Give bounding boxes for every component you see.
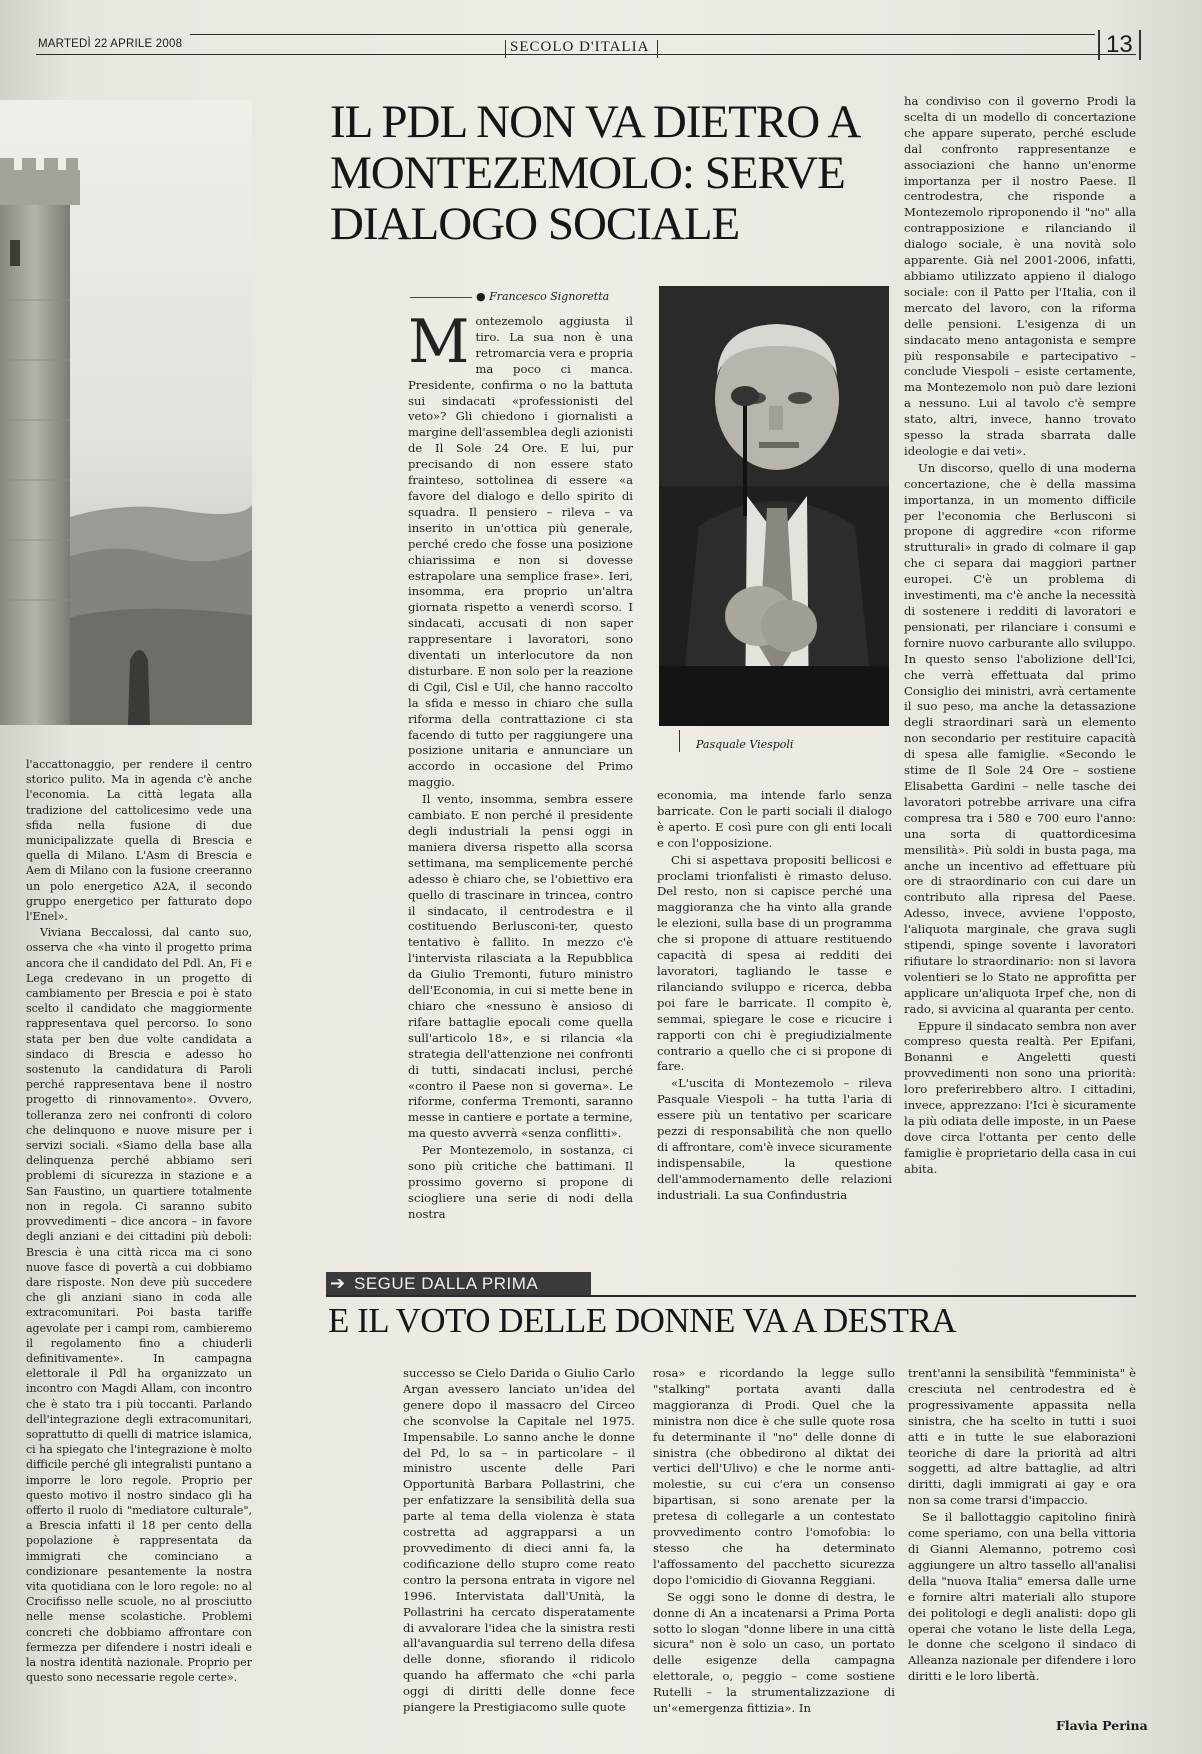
arrow-right-icon: ➔ [330,1273,346,1294]
second-article-paragraph: Se il ballottaggio capitolino finirà come speriamo, con una bella vittoria di Gianni Alemanno, potremo così aggiungere un altro tassello all'analisi della "nuova Italia" emersa dalle urne e fornire altri materiali allo stupore dei politologi e degli analisti: dopo gli operai che votano le liste della Lega, le donne che scelgono il sindaco di Alleanza nazionale per difendere i loro diritti e le loro libertà. [908,1510,1136,1684]
drop-cap: M [408,307,470,377]
byline-rule [410,297,472,298]
photo-caption: Pasquale Viespoli [696,738,794,751]
main-article-column-3 [904,94,1136,1208]
second-article-paragraph: rosa» e ricordando la legge sullo "stalking" portata avanti dalla maggioranza di Prodi. Quel che la ministra non dice è che sulle quote rosa fu determinante il "no" delle donne di sinistra (che obbedirono al diktat dei vertici dell'Ulivo) e che le norme anti-molestie, su cui c'era un consenso bipartisan, si sono arenate per la pretesa di collegarle a un contestato provvedimento contro l'omofobia: lo stesso che ha determinato l'affossamento del pacchetto sicurezza dopo l'omicidio di Giovanna Reggiani. [653,1366,895,1587]
masthead-divider-left [505,40,506,58]
main-article-column-2 [657,788,892,1208]
left-column-text [26,757,252,1732]
signature: Flavia Perina [1056,1718,1148,1733]
main-article-column-1 [408,307,633,1221]
main-article-paragraph: Un discorso, quello di una moderna concertazione, che è della massima importanza, in un momento difficile per l'economia che Berlusconi si propone di aggredire «con riforme strutturali» in grado di colmare il gap che ci separa dai maggiori partner europei. C'è un problema di investimenti, ma c'è anche la necessità di sostenere i redditi di lavoratori e pensionati, per rilanciare i consumi e fornire nuovo carburante allo sviluppo. In questo senso l'abolizione dell'Ici, che verrà effettuata dal primo Consiglio dei ministri, avrà certamente il suo peso, ma anche la detassazione degli straordinari sarà un elemento non secondario per restituire capacità di spesa alle famiglie. «Secondo le stime de Il Sole 24 Ore – sostiene Elisabetta Gardini – nelle tasche dei lavoratori potrebbe arrivare una cifra compresa tra i 580 e 700 euro l'anno: una sorta di quattordicesima mensilità». Più soldi in busta paga, ma anche un incentivo ad effettuare più ore di straordinario con cui dare un contributo alla ripresa del Paese. Adesso, invece, avviene l'opposto, l'aliquota marginale, che grava sugli stipendi, spinge sovente i lavoratori rifiutare lo straordinario: non si lavora volentieri se lo Stato ne approfitta per applicare un'aliquota Irpef che, non di rado, si avvicina al quaranta per cento. [904,460,1136,1016]
main-article-paragraph: economia, ma intende farlo senza barricate. Con le parti sociali il dialogo è aperto. E così pure con gli enti locali e con l'opposizione. [657,788,892,850]
byline-bullet: ● [476,290,486,303]
tower-photo [0,100,252,725]
second-article-paragraph: successo se Cielo Darida o Giulio Carlo Argan avessero lanciato un'idea del genere dopo il massacro del Circeo che sconvolse la Capitale nel 1975. Impensabile. Lo sanno anche le donne del Pd, lo sa – in particolare – il ministro uscente delle Pari Opportunità Barbara Pollastrini, che per enfatizzare la sensibilità della sua parte al tema della violenza è stata costretta ad aggrapparsi a un provvedimento di dieci anni fa, la codificazione dello stupro come reato contro la persona entrata in vigore nel 1996. Intervistata dall'Unità, la Pollastrini ha cercato disperatamente di avvalorare l'idea che la sinistra resti all'avanguardia sul terreno della difesa delle donne, sfiorando il ridicolo quando ha affermato che «chi parla oggi di diritti delle donne fece piangere la Prestigiacomo sulle quote [403,1366,635,1715]
page-number: 13 [1098,30,1141,60]
main-article-lead-text: ontezemolo aggiusta il tiro. La sua non è una retromarcia vera e propria ma poco ci manca. Presidente, confirma o no la battuta sui sindacati «professionisti del veto»? Gli chiedono i giornalisti a margine dell'assemblea degli azionisti de Il Sole 24 Ore. E lui, pur precisando di non essere stato frainteso, sottolinea di essere «a favore del dialogo e dello spirito di squadra. Il pensiero – rileva – va inserito in un'ottica più generale, perché credo che fosse una posizione chiarissima e non si dovesse estrapolare una semplice frase». Ieri, insomma, era proprio un'altra giornata rispetto a venerdì scorso. I sindacati, accusati di non saper rappresentare i lavoratori, sono diventati un interlocutore da non disturbare. E non solo per la reazione di Cgil, Cisl e Uil, che hanno raccolto la sfida e messo in chiaro che sulla riforma della contrattazione ci sta facendo di tutto per raggiungere una posizione unitaria e annunciare un accordo in occasione del Primo maggio. [408,314,633,790]
second-article-paragraph: Se oggi sono le donne di destra, le donne di An a incatenarsi a Prima Porta sotto lo slogan "donne libere in una città sicura" non è solo un caso, un portato delle esigenze della campagna elettorale, o, peggio – come sostiene Rutelli – la strumentalizzazione di un'«emergenza fittizia». In [653,1589,895,1716]
main-headline-block [330,97,890,250]
kicker-rule [326,1295,1136,1297]
masthead-rule-top [190,34,1095,35]
main-article-paragraph: Eppure il sindacato sembra non aver compreso questa realtà. Per Epifani, Bonanni e Angeletti questi provvedimenti non sono una priorità: loro preferirebbero altro. I cittadini, invece, apprezzano: l'Ici è sicuramente la più odiata delle imposte, in un Paese dove circa l'ottanta per cento delle famiglie è proprietario della casa in cui abita. [904,1018,1136,1176]
main-article-paragraph: «L'uscita di Montezemolo – rileva Pasquale Viespoli – ha tutta l'aria di essere più un tentativo per scaricare pezzi di responsabilità che non quello di affrontare, com'è invece sicuramente indispensabile, la questione dell'ammodernamento delle relazioni industriali. La sua Confindustria [657,1076,892,1202]
masthead-date: MARTEDÌ 22 APRILE 2008 [38,38,183,50]
second-article-paragraph: trent'anni la sensibilità "femminista" è cresciuta nel centrodestra ed è progressivamente appassita nella sinistra, che ha scelto in tutti i suoi atti e in tutte le sue elaborazioni teoriche di dare la priorità ad altri soggetti, ad altre battaglie, ad altri diritti, dagli immigrati ai gay e ora non sa come trarsi d'impaccio. [908,1366,1136,1508]
viespoli-photo-graphic [659,286,889,726]
kicker-bar [326,1272,591,1296]
masthead-divider-right [657,40,658,58]
main-article-lead [408,307,633,791]
main-article-paragraph: Per Montezemolo, in sostanza, ci sono più critiche che battimani. Il prossimo governo si propone di sciogliere una serie di nodi della nostra [408,1143,633,1221]
photo-caption-rule [679,730,680,752]
main-article-paragraph: Il vento, insomma, sembra essere cambiato. E non perché il presidente degli industriali la pensi oggi in maniera diversa rispetto alla scorsa settimana, ma semplicemente perché adesso è chiaro che, se l'obiettivo era quello di trascinare in trincea, contro il sindacato, il centrodestra e il costituendo Berlusconi-ter, questo tentativo è fallito. In mezzo c'è l'intervista rilasciata a la Repubblica da Giulio Tremonti, futuro ministro dell'Economia, in cui si mette bene in chiaro che «nessuno è ansioso di rifare battaglie epocali come quella sull'articolo 18», e si rilancia «la strategia dell'attenzione nei confronti di tutti, sindacati inclusi, perché «contro il Paese non si governa». Le riforme, conferma Tremonti, saranno messe in cantiere e portate a termine, ma questo avverrà «senza conflitti». [408,792,633,1141]
second-article-column-2 [653,1366,895,1734]
second-article-column-1 [403,1366,635,1734]
second-article-column-3 [908,1366,1136,1704]
kicker-label: SEGUE DALLA PRIMA [354,1274,539,1293]
byline [410,290,609,303]
tower-photo-graphic [0,100,252,725]
main-headline: IL PDL NON VA DIETRO A MONTEZEMOLO: SERVE DIALOGO SOCIALE [330,96,858,250]
main-article-paragraph: Chi si aspettava propositi bellicosi e proclami trionfalisti è rimasto deluso. Del resto, non si capisce perché una maggioranza che ha vinto alla grande le elezioni, sulla base di un programma che si propone di attuare restituendo capacità di spesa ai redditi dei lavoratori, tagliando le tasse e rilanciando sviluppo e ricerca, debba poi fare le barricate. Il compito è, semmai, spiegare le cose e ricucire i rapporti con chi è pregiudizialmente contrario a quello che ci si propone di fare. [657,852,892,1074]
viespoli-photo [659,286,889,726]
masthead-newspaper-name: SECOLO D'ITALIA [510,39,650,55]
main-article-paragraph: ha condiviso con il governo Prodi la scelta di un modello di concertazione che appare superato, perché esclude dal confronto rappresentanze e associazioni che hanno un'enorme importanza per il nostro Paese. Il centrodestra, che risponde a Montezemolo riproponendo il "no" alla contrapposizione e rilanciando il dialogo sociale, è una novità solo apparente. Già nel 2001-2006, infatti, abbiamo utilizzato appieno il dialogo sociale: con il Patto per l'Italia, con il mercato del lavoro, con la riforma delle pensioni. L'esigenza di un sindacato meno antagonista e sempre più responsabile e partecipativo – conclude Viespoli – esiste certamente, ma Montezemolo non può dare lezioni a nessuno. Lui al tavolo c'è sempre stato, altri, invece, hanno trovato spesso la strada sbarrata dalle ideologie e dai veti». [904,94,1136,458]
second-headline: E IL VOTO DELLE DONNE VA A DESTRA [328,1301,957,1340]
left-column-paragraph: Viviana Beccalossi, dal canto suo, osserva che «ha vinto il progetto prima ancora che il candidato del Pdl. An, Fi e Lega credevano in un progetto di cambiamento per Brescia e poi è stato scelto il candidato che maggiormente rappresentava quel percorso. Io sono stata per ben due volte candidata a sindaco di Brescia e adesso ho sostenuto la candidatura di Paroli perché rappresentava bene il nostro progetto di rinnovamento». Ovvero, tolleranza zero nei confronti di coloro che delinquono e nuove misure per i servizi sociali. «Siamo della base alla delinquenza perché abbiamo seri problemi di sicurezza in stazione e a San Faustino, un quartiere totalmente non in regola. Ci saranno subito provvedimenti – dice ancora – in favore degli anziani e dei cittadini più deboli: Brescia è una città ricca ma ci sono nuove fasce di povertà a cui dobbiamo dare risposte. Non deve più succedere che gli anziani siano in coda alle extracomunitari. Poi basta tariffe agevolate per i campi rom, cambieremo il regolamento fino a chiuderli definitivamente». In campagna elettorale il Pdl ha organizzato un incontro con Magdi Allam, con incontro che è stato tra i più toccanti. Parlando dell'integrazione degli extracomunitari, soprattutto di quelli di matrice islamica, ci ha spiegato che l'integrazione è molto difficile perché gli integralisti puntano a imporre le loro regole. Proprio per questo motivo il nostro sindaco gli ha offerto il ruolo di "mediatore culturale", a Brescia infatti il 18 per cento della popolazione è rappresentata da immigrati che cominciano a condizionare pesantemente la nostra vita quotidiana con le loro regole: no al Crocifisso nelle scuole, no al prosciutto nelle mense scolastiche. Problemi concreti che dobbiamo affrontare con fermezza per difendere i nostri ideali e la nostra identità nazionale. Proprio per questo sono necessarie regole certe». [26,926,252,1685]
left-column-paragraph: l'accattonaggio, per rendere il centro storico pulito. Ma in agenda c'è anche l'economia. La città legata alla tradizione del cattolicesimo vede una sfida nella fusione di due municipalizzate quella di Brescia e quella di Milano. L'Asm di Brescia e Aem di Milano con la fusione creeranno un polo energetico A2A, il secondo gruppo energetico per fatturato dopo l'Enel». [26,758,252,924]
byline-author: Francesco Signoretta [489,290,610,303]
